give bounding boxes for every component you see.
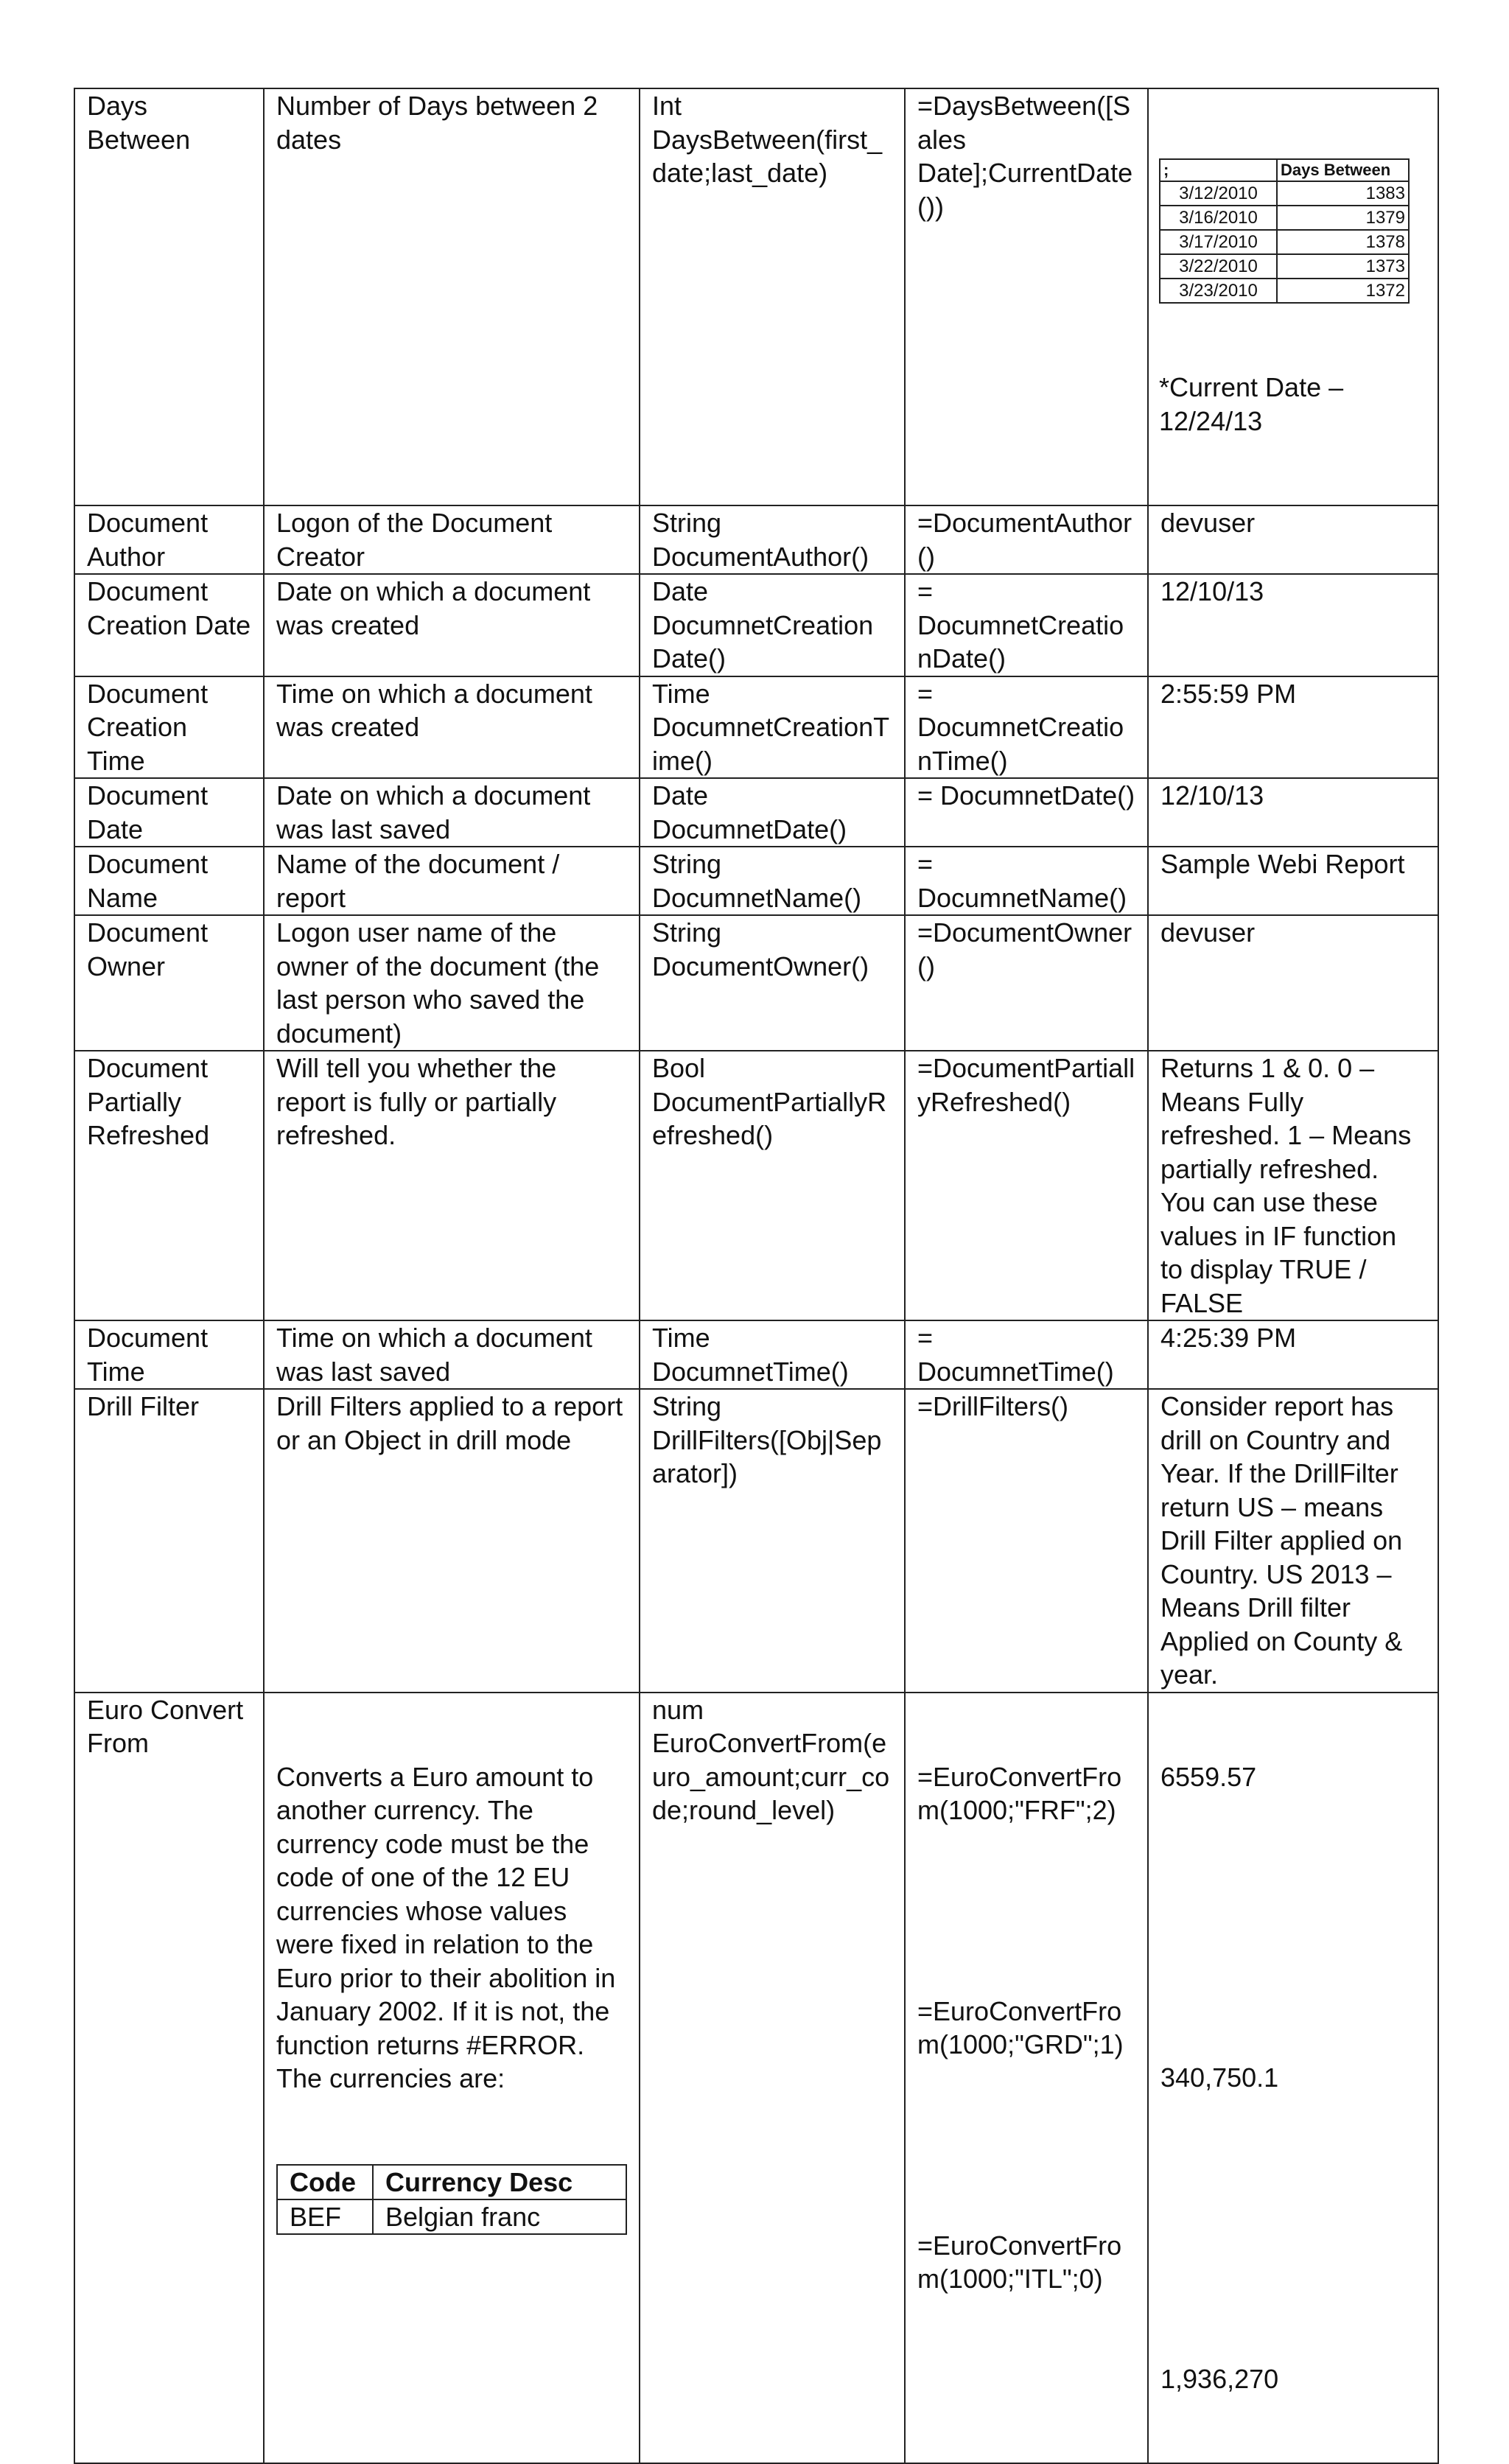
function-reference-table (74, 88, 1439, 2464)
example-days-cell: 1378 (1277, 230, 1409, 254)
function-name-cell: Document Time (74, 1320, 264, 1389)
example-date-cell: 3/22/2010 (1160, 254, 1277, 279)
example-cell: Sample Webi Report (1148, 847, 1438, 915)
description-cell: Name of the document / report (264, 847, 640, 915)
table-row (74, 778, 1438, 847)
example-value: 340,750.1 (1160, 2062, 1279, 2093)
function-name-cell: Document Creation Time (74, 676, 264, 779)
table-row (74, 915, 1438, 1051)
description-cell: Time on which a document was last saved (264, 1320, 640, 1389)
formula-line: =EuroConvertFrom(1000;"ITL";0) (917, 2230, 1122, 2294)
example-days-cell: 1373 (1277, 254, 1409, 279)
table-row (74, 88, 1438, 505)
table-row (74, 1320, 1438, 1389)
days-between-example-table (1159, 158, 1410, 304)
table-row (74, 1389, 1438, 1693)
description-cell: Drill Filters applied to a report or an Object in drill mode (264, 1389, 640, 1693)
description-cell: Time on which a document was created (264, 676, 640, 779)
example-date-cell: 3/23/2010 (1160, 279, 1277, 303)
table-row (74, 847, 1438, 915)
table-row (74, 1693, 1438, 2464)
description-cell: Will tell you whether the report is fully or partially refreshed. (264, 1051, 640, 1320)
table-row (74, 676, 1438, 779)
example-table-header-row (1160, 159, 1409, 181)
syntax-cell: num EuroConvertFrom(euro_amount;curr_code;round_level) (640, 1693, 905, 2464)
description-cell: Date on which a document was last saved (264, 778, 640, 847)
syntax-cell: Int DaysBetween(first_date;last_date) (640, 88, 905, 505)
formula-cell: =DrillFilters() (905, 1389, 1148, 1693)
formula-cell: = DocumnetName() (905, 847, 1148, 915)
description-cell: Number of Days between 2 dates (264, 88, 640, 505)
syntax-cell: Bool DocumentPartiallyRefreshed() (640, 1051, 905, 1320)
example-cell (1148, 1693, 1438, 2464)
currency-code-cell: BEF (277, 2199, 373, 2234)
syntax-cell: String DrillFilters([Obj|Separator]) (640, 1389, 905, 1693)
function-name-cell: Euro Convert From (74, 1693, 264, 2464)
syntax-cell: Time DocumnetCreationTime() (640, 676, 905, 779)
example-cell: 12/10/13 (1148, 778, 1438, 847)
example-date-cell: 3/16/2010 (1160, 206, 1277, 230)
table-row (74, 574, 1438, 676)
currency-table-header-row (277, 2165, 626, 2199)
syntax-cell: String DocumentOwner() (640, 915, 905, 1051)
example-table-header: ; (1160, 159, 1277, 181)
syntax-cell: String DocumnetName() (640, 847, 905, 915)
example-cell: devuser (1148, 505, 1438, 574)
formula-cell: = DocumnetDate() (905, 778, 1148, 847)
description-cell: Logon of the Document Creator (264, 505, 640, 574)
example-days-cell: 1379 (1277, 206, 1409, 230)
function-name-cell: Days Between (74, 88, 264, 505)
currency-desc-cell: Belgian franc (373, 2199, 626, 2234)
function-name-cell: Document Owner (74, 915, 264, 1051)
syntax-cell: Time DocumnetTime() (640, 1320, 905, 1389)
formula-cell: =DocumentPartiallyRefreshed() (905, 1051, 1148, 1320)
formula-cell: =DocumentAuthor() (905, 505, 1148, 574)
table-row (74, 1051, 1438, 1320)
example-table-header: Days Between (1277, 159, 1409, 181)
function-name-cell: Drill Filter (74, 1389, 264, 1693)
function-name-cell: Document Author (74, 505, 264, 574)
formula-cell: = DocumnetTime() (905, 1320, 1148, 1389)
example-value: 1,936,270 (1160, 2363, 1279, 2394)
syntax-cell: Date DocumnetCreationDate() (640, 574, 905, 676)
description-cell: Date on which a document was created (264, 574, 640, 676)
formula-cell: =DaysBetween([Sales Date];CurrentDate()) (905, 88, 1148, 505)
example-cell: devuser (1148, 915, 1438, 1051)
example-days-cell: 1383 (1277, 181, 1409, 206)
function-name-cell: Document Name (74, 847, 264, 915)
example-table-row (1160, 254, 1409, 279)
example-date-cell: 3/12/2010 (1160, 181, 1277, 206)
formula-line: =EuroConvertFrom(1000;"GRD";1) (917, 1995, 1124, 2059)
example-cell: 2:55:59 PM (1148, 676, 1438, 779)
example-table-row (1160, 181, 1409, 206)
example-date-cell: 3/17/2010 (1160, 230, 1277, 254)
syntax-cell: Date DocumnetDate() (640, 778, 905, 847)
example-value: 6559.57 (1160, 1761, 1257, 1792)
example-note: *Current Date – 12/24/13 (1159, 372, 1351, 436)
formula-cell: = DocumnetCreationDate() (905, 574, 1148, 676)
description-cell (264, 1693, 640, 2464)
function-name-cell: Document Partially Refreshed (74, 1051, 264, 1320)
example-cell: 4:25:39 PM (1148, 1320, 1438, 1389)
currency-table-header: Currency Desc (373, 2165, 626, 2199)
function-name-cell: Document Creation Date (74, 574, 264, 676)
function-name-cell: Document Date (74, 778, 264, 847)
description-text: Converts a Euro amount to another currency. The currency code must be the code of one of the 12 EU currencies whose values were fixed in relation to the Euro prior to their abolition in January 2002. If it is not, the function returns #ERROR. The currencies are: (276, 1761, 623, 2093)
example-table-row (1160, 230, 1409, 254)
formula-cell: =DocumentOwner() (905, 915, 1148, 1051)
formula-cell (905, 1693, 1148, 2464)
example-cell (1148, 88, 1438, 505)
example-cell: Returns 1 & 0. 0 – Means Fully refreshed. 1 – Means partially refreshed. You can use these values in IF function to display TRUE / FALSE (1148, 1051, 1438, 1320)
currency-table (276, 2164, 627, 2235)
currency-table-row (277, 2199, 626, 2234)
example-cell: Consider report has drill on Country and Year. If the DrillFilter return US – means Drill Filter applied on Country. US 2013 – Means Drill filter Applied on County & year. (1148, 1389, 1438, 1693)
currency-table-header: Code (277, 2165, 373, 2199)
example-cell: 12/10/13 (1148, 574, 1438, 676)
description-cell: Logon user name of the owner of the document (the last person who saved the document) (264, 915, 640, 1051)
formula-cell: = DocumnetCreationTime() (905, 676, 1148, 779)
syntax-cell: String DocumentAuthor() (640, 505, 905, 574)
formula-line: =EuroConvertFrom(1000;"FRF";2) (917, 1761, 1122, 1825)
example-table-row (1160, 279, 1409, 303)
table-row (74, 505, 1438, 574)
example-days-cell: 1372 (1277, 279, 1409, 303)
example-table-row (1160, 206, 1409, 230)
